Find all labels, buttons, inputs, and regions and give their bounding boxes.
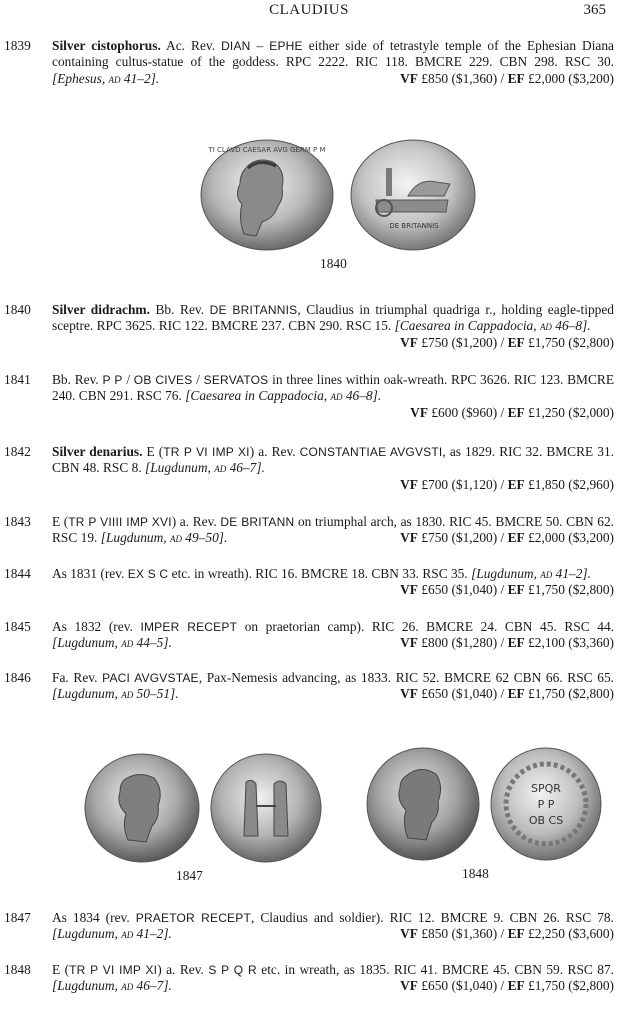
entry-text: ) a. Rev.: [157, 962, 209, 977]
entry-number: 1844: [4, 566, 31, 581]
entry-text: –: [250, 38, 270, 53]
entry-text: As 1832 (rev.: [52, 619, 141, 634]
catalog-entry-1841: [4, 372, 614, 421]
entry-text: either side of tetrastyle temple of the Ephesian Diana containing cultus-statue of the goddess. RPC 2222. RIC 118. BMCRE 229. CBN 298. RSC 30.: [52, 38, 614, 70]
mint-date: [Lugdunum, ad 41–2].: [52, 926, 172, 942]
price-line: VF £600 ($960) / EF £1,250 ($2,000): [410, 404, 614, 420]
entry-number: 1843: [4, 514, 31, 529]
mint-date: [Lugdunum, ad 49–50].: [100, 530, 228, 546]
entry-text: , Claudius in triumphal quadriga r., holding eagle-tipped sceptre. RPC 3625. RIC 122. BMCRE 237. CBN 290. RSC 15.: [52, 302, 614, 334]
catalog-entry-1847: [4, 910, 614, 943]
catalog-entry-1844: [4, 566, 614, 599]
entry-denomination: Silver cistophorus.: [52, 38, 161, 53]
entry-denomination: Silver denarius.: [52, 444, 143, 459]
mint-date: [Lugdunum, ad 50–51].: [52, 686, 179, 702]
coin-legend: TR P VI IMP XI: [69, 963, 158, 977]
entry-denomination: Silver didrachm.: [52, 302, 150, 317]
entry-number: 1840: [4, 302, 31, 317]
coin-legend: CONSTANTIAE AVGVSTI: [299, 445, 443, 459]
entry-text: ) a. Rev.: [171, 514, 221, 529]
price-line: VF £800 ($1,280) / EF £2,100 ($3,360): [400, 635, 614, 651]
coin-1840-obverse-image: [198, 138, 336, 252]
entry-text: on praetorian camp). RIC 26. BMCRE 24. CBN 45. RSC 44.: [237, 619, 614, 634]
mint-date: [Lugdunum, ad 44–5].: [52, 635, 172, 651]
mint-date: [Lugdunum, ad 41–2].: [471, 566, 591, 581]
entry-text: etc. in wreath). RIC 16. BMCRE 18. CBN 33. RSC 35.: [168, 566, 472, 581]
mint-date: [Lugdunum, ad 46–7].: [52, 978, 172, 994]
entry-text: , Pax-Nemesis advancing, as 1833. RIC 52. BMCRE 62 CBN 66. RSC 65.: [198, 670, 615, 685]
entry-text: Ac. Rev.: [160, 38, 222, 53]
coin-legend: EPHE: [269, 39, 303, 53]
entry-text: on triumphal arch, as 1830. RIC 45. BMCRE 50. CBN 62. RSC 19.: [52, 514, 614, 546]
entry-text: Bb. Rev.: [52, 372, 103, 387]
coin-legend: P P: [102, 373, 123, 387]
entry-number: 1845: [4, 619, 31, 634]
svg-text:DE BRITANNIS: DE BRITANNIS: [389, 222, 439, 230]
entry-number: 1841: [4, 372, 31, 387]
coin-legend: SERVATOS: [203, 373, 269, 387]
svg-text:P P: P P: [537, 798, 555, 811]
mint-date: [Ephesus, ad 41–2].: [52, 70, 160, 86]
coin-legend: S P Q R: [208, 963, 257, 977]
entry-text: /: [122, 372, 134, 387]
catalog-entry-1842: [4, 444, 614, 493]
coin-1840-reverse-image: [348, 138, 478, 252]
entry-number: 1846: [4, 670, 31, 685]
coin-legend: DE BRITANNIS: [209, 303, 298, 317]
coin-legend: TR P VIIII IMP XVI: [68, 515, 172, 529]
entry-number: 1839: [4, 38, 31, 53]
page-number: 365: [583, 2, 606, 18]
coin-legend: PRAETOR RECEPT: [135, 911, 251, 925]
mint-date: [Caesarea in Cappadocia, ad 46–8].: [185, 388, 382, 404]
entry-text: in three lines within oak-wreath. RPC 3626. RIC 123. BMCRE 240. CBN 291. RSC 76.: [52, 372, 614, 404]
catalog-entry-1839: [4, 38, 614, 87]
coin-legend: TR P VI IMP XI: [163, 445, 250, 459]
entry-text: , as 1829. RIC 32. BMCRE 31. CBN 48. RSC 8.: [52, 444, 615, 476]
svg-text:OB CS: OB CS: [528, 814, 564, 827]
price-line: VF £750 ($1,200) / EF £2,000 ($3,200): [400, 530, 614, 546]
catalog-entry-1845: [4, 619, 614, 652]
coin-legend: DE BRITANN: [220, 515, 295, 529]
entry-number: 1848: [4, 962, 31, 977]
entry-text: , Claudius and soldier). RIC 12. BMCRE 9. CBN 26. RSC 78.: [251, 910, 614, 925]
figure-caption-1840: 1840: [320, 256, 347, 271]
entry-text: etc. in wreath, as 1835. RIC 41. BMCRE 45. CBN 59. RSC 87.: [256, 962, 615, 977]
entry-text: ) a. Rev.: [249, 444, 300, 459]
entry-text: E (: [52, 962, 70, 977]
entry-text: E (: [142, 444, 164, 459]
entry-text: /: [192, 372, 204, 387]
coin-legend: IMPER RECEPT: [140, 620, 238, 634]
entry-number: 1847: [4, 910, 31, 925]
mint-date: [Caesarea in Cappadocia, ad 46–8].: [394, 318, 591, 334]
price-line: VF £750 ($1,200) / EF £1,750 ($2,800): [400, 334, 614, 350]
entry-text: Fa. Rev.: [52, 670, 103, 685]
entry-text: As 1831 (rev.: [52, 566, 128, 581]
price-line: VF £850 ($1,360) / EF £2,250 ($3,600): [400, 926, 614, 942]
coin-legend: DIAN: [221, 39, 251, 53]
entry-number: 1842: [4, 444, 31, 459]
catalog-entry-1846: [4, 670, 614, 703]
price-line: VF £650 ($1,040) / EF £1,750 ($2,800): [400, 582, 614, 598]
price-line: VF £650 ($1,040) / EF £1,750 ($2,800): [400, 978, 614, 994]
mint-date: [Lugdunum, ad 46–7].: [145, 460, 265, 476]
coin-legend: OB CIVES: [133, 373, 193, 387]
entry-text: Bb. Rev.: [149, 302, 210, 317]
figure-caption-1847: 1847: [176, 868, 203, 883]
catalog-entry-1843: [4, 514, 614, 547]
price-line: VF £650 ($1,040) / EF £1,750 ($2,800): [400, 686, 614, 702]
figure-caption-1848: 1848: [462, 866, 489, 881]
catalog-entry-1840: [4, 302, 614, 351]
coin-legend: PACI AVGVSTAE: [102, 671, 199, 685]
coin-1847-obverse-image: [82, 752, 202, 864]
coin-1848-reverse-image: [488, 746, 604, 862]
coin-1848-obverse-image: [364, 746, 482, 862]
catalog-entry-1848: [4, 962, 614, 995]
coin-1847-reverse-image: [208, 752, 324, 864]
running-header-title: CLAUDIUS: [269, 2, 349, 18]
entry-text: E (: [52, 514, 69, 529]
coin-legend: EX S C: [127, 567, 169, 581]
entry-text: As 1834 (rev.: [52, 910, 136, 925]
price-line: VF £850 ($1,360) / EF £2,000 ($3,200): [400, 70, 614, 86]
price-line: VF £700 ($1,120) / EF £1,850 ($2,960): [400, 476, 614, 492]
svg-text:TI CLAVD CAESAR AVG GERM P M: TI CLAVD CAESAR AVG GERM P M: [208, 146, 326, 154]
svg-text:SPQR: SPQR: [531, 782, 561, 795]
